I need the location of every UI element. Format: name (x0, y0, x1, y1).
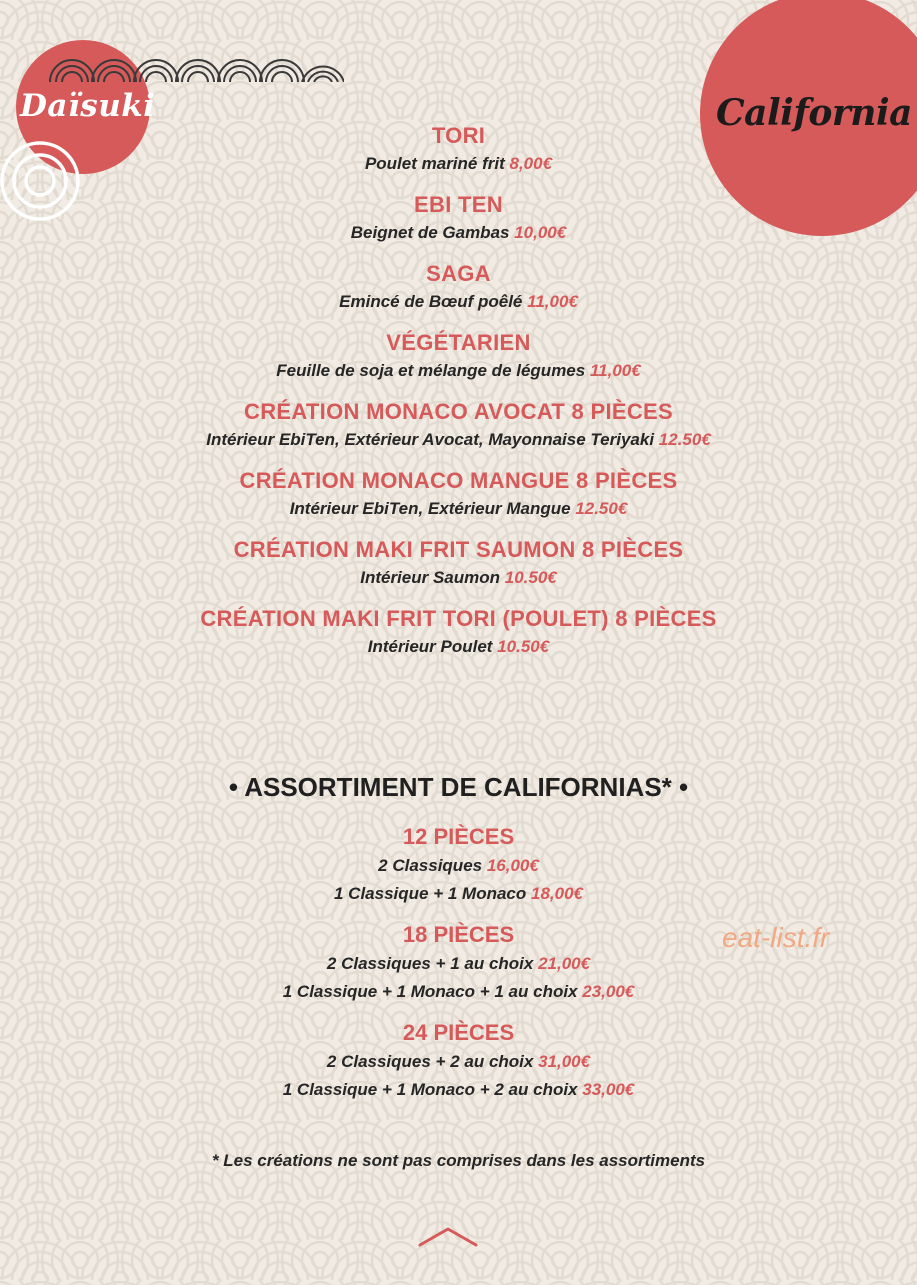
assortment-pack (0, 822, 917, 908)
pack-name: 24 PIÈCES (402, 1020, 515, 1045)
pack-option: 2 Classiques 16,00€ (378, 856, 539, 875)
pack-price: 21,00€ (538, 954, 591, 973)
item-price: 10.50€ (497, 637, 550, 656)
menu-item (0, 190, 917, 244)
assortment-list (0, 822, 917, 1116)
item-price: 8,00€ (509, 154, 553, 173)
item-price: 11,00€ (527, 292, 578, 311)
pack-name: 12 PIÈCES (402, 824, 515, 849)
pack-price: 23,00€ (582, 982, 635, 1001)
item-name: CRÉATION MONACO MANGUE 8 PIÈCES (239, 468, 678, 493)
item-description: Emincé de Bœuf poêlé 11,00€ (339, 292, 578, 311)
pack-option: 2 Classiques + 2 au choix 31,00€ (326, 1052, 591, 1071)
item-price: 10.50€ (504, 568, 557, 587)
pack-name: 18 PIÈCES (402, 922, 515, 947)
item-price: 12.50€ (658, 430, 711, 449)
menu-item (0, 259, 917, 313)
pack-option: 1 Classique + 1 Monaco + 2 au choix 33,00€ (282, 1080, 635, 1099)
item-description: Intérieur Poulet 10.50€ (367, 637, 550, 656)
item-description: Beignet de Gambas 10,00€ (350, 223, 567, 242)
pack-option: 2 Classiques + 1 au choix 21,00€ (326, 954, 591, 973)
page-title: California (716, 92, 912, 134)
wave-arcs-decoration (48, 38, 344, 82)
menu-item (0, 121, 917, 175)
pack-option: 1 Classique + 1 Monaco 18,00€ (334, 884, 583, 903)
menu-item (0, 604, 917, 658)
item-name: CRÉATION MAKI FRIT TORI (POULET) 8 PIÈCES (200, 606, 717, 631)
pack-option: 1 Classique + 1 Monaco + 1 au choix 23,00€ (282, 982, 635, 1001)
menu-item (0, 328, 917, 382)
pack-price: 31,00€ (538, 1052, 591, 1071)
assortment-title: • ASSORTIMENT DE CALIFORNIAS* • (228, 772, 689, 802)
item-description: Feuille de soja et mélange de légumes 11,00€ (276, 361, 641, 380)
item-description: Poulet mariné frit 8,00€ (364, 154, 553, 173)
item-description: Intérieur EbiTen, Extérieur Avocat, Mayonnaise Teriyaki 12.50€ (206, 430, 711, 449)
menu-item (0, 466, 917, 520)
item-name: VÉGÉTARIEN (386, 330, 531, 355)
item-description: Intérieur Saumon 10.50€ (360, 568, 557, 587)
pack-price: 16,00€ (486, 856, 539, 875)
item-price: 10,00€ (514, 223, 567, 242)
footnote: * Les créations ne sont pas comprises dans les assortiments (211, 1151, 706, 1170)
watermark: eat-list.fr (722, 922, 830, 953)
item-name: EBI TEN (414, 192, 503, 217)
item-name: SAGA (426, 261, 491, 286)
chevron-up-icon[interactable] (417, 1224, 479, 1248)
assortment-pack (0, 1018, 917, 1104)
menu-item (0, 397, 917, 451)
menu-list (0, 121, 917, 673)
item-name: TORI (431, 123, 486, 148)
item-description: Intérieur EbiTen, Extérieur Mangue 12.50€ (289, 499, 628, 518)
menu-item (0, 535, 917, 589)
item-price: 11,00€ (589, 361, 641, 380)
brand-logo: Daïsuki (20, 88, 156, 124)
item-price: 12.50€ (575, 499, 628, 518)
pack-price: 33,00€ (582, 1080, 635, 1099)
item-name: CRÉATION MAKI FRIT SAUMON 8 PIÈCES (233, 537, 684, 562)
item-name: CRÉATION MONACO AVOCAT 8 PIÈCES (244, 399, 673, 424)
pack-price: 18,00€ (531, 884, 583, 903)
